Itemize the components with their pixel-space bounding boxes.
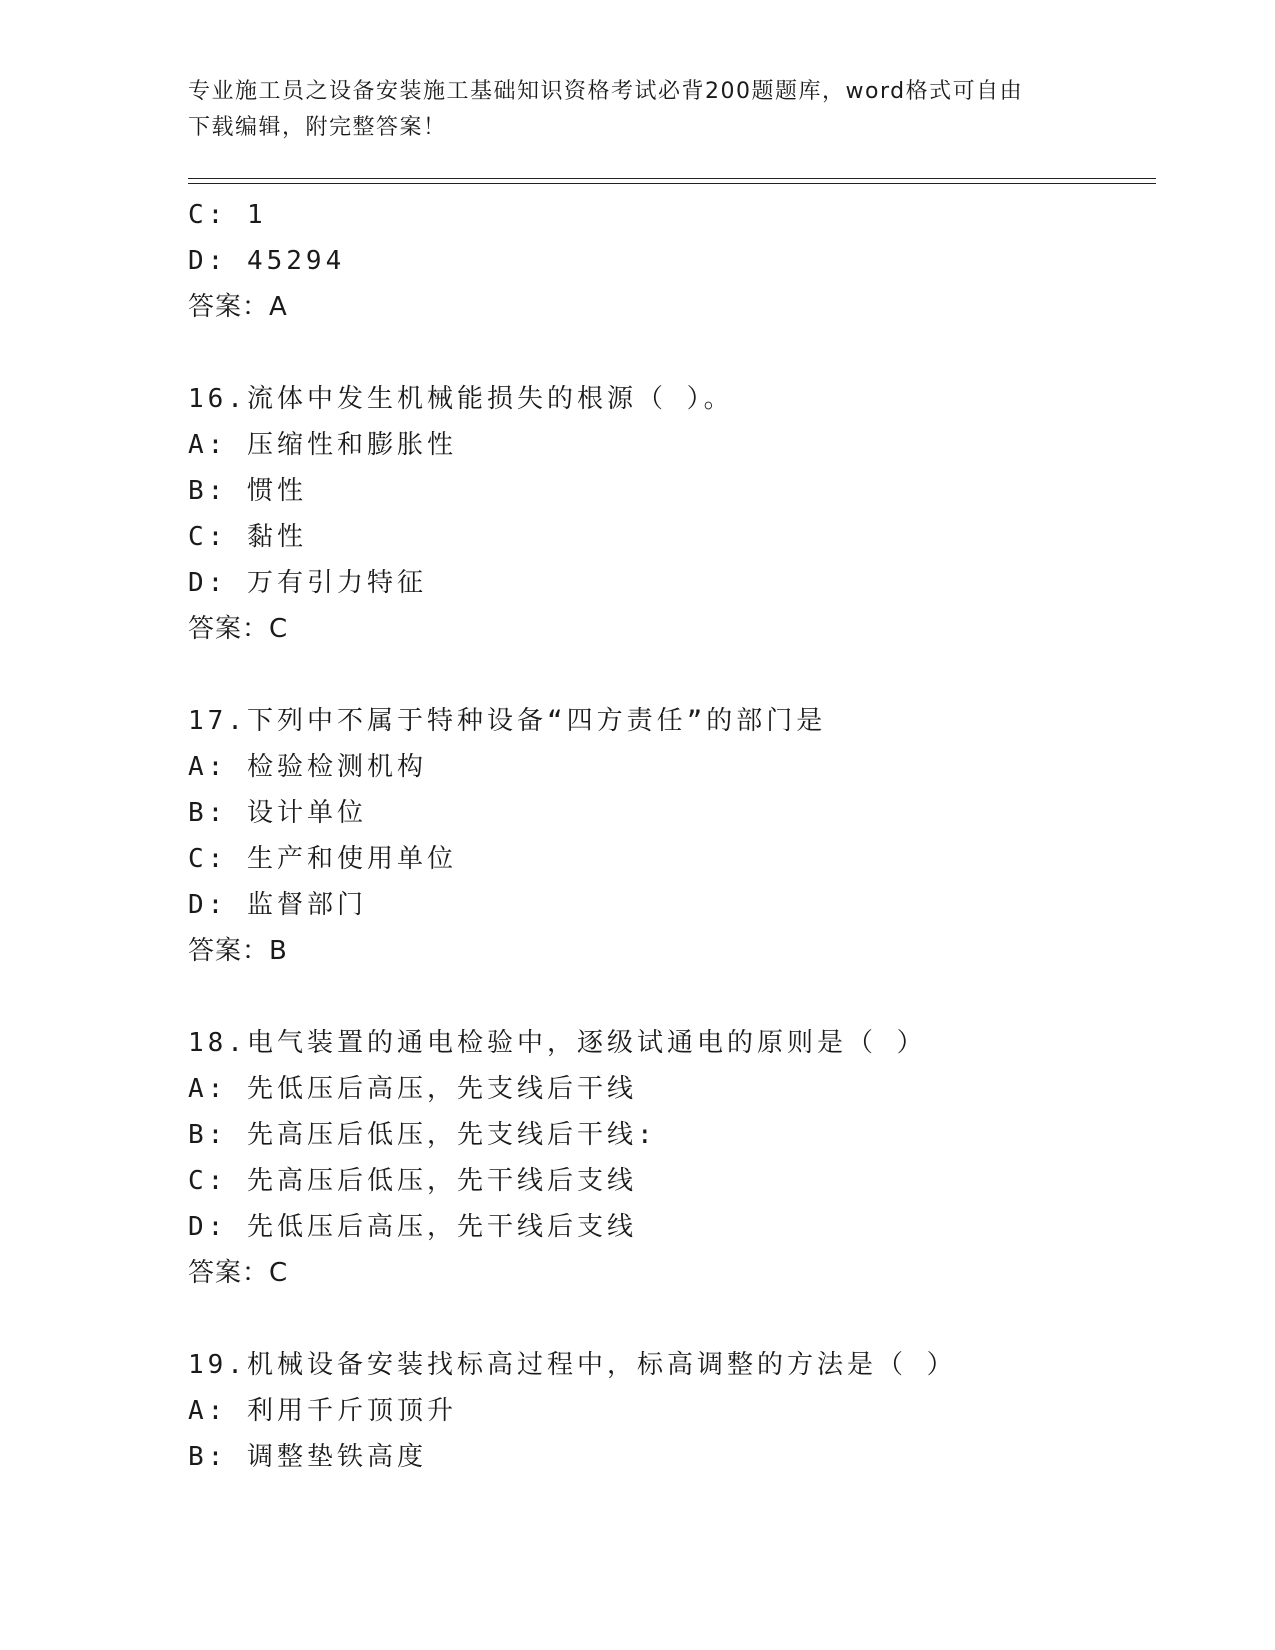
option-b: B: 调整垫铁高度 xyxy=(188,1442,427,1472)
question-stem: 18.电气装置的通电检验中，逐级试通电的原则是（ ） xyxy=(188,1028,927,1058)
answer-label: 答案：C xyxy=(188,614,289,644)
question-list xyxy=(188,192,1156,1480)
header-line-1: 专业施工员之设备安装施工基础知识资格考试必背200题题库，word格式可自由 xyxy=(188,79,1024,104)
option-d: D: 先低压后高压，先干线后支线 xyxy=(188,1212,637,1242)
option-b: B: 设计单位 xyxy=(188,798,367,828)
header-rule-bottom xyxy=(188,183,1156,184)
question-stem: 17.下列中不属于特种设备“四方责任”的部门是 xyxy=(188,706,827,736)
question-15-tail xyxy=(188,192,1156,330)
option-d: D: 万有引力特征 xyxy=(188,568,427,598)
answer-label: 答案：A xyxy=(188,292,288,322)
spacer xyxy=(188,652,1156,698)
question-stem: 19.机械设备安装找标高过程中，标高调整的方法是（ ） xyxy=(188,1350,957,1380)
answer-label: 答案：C xyxy=(188,1258,289,1288)
option-b: B: 惯性 xyxy=(188,476,307,506)
option-a: A: 利用千斤顶顶升 xyxy=(188,1396,457,1426)
option-d: D: 监督部门 xyxy=(188,890,367,920)
option-c: C: 先高压后低压，先干线后支线 xyxy=(188,1166,637,1196)
option-c: C: 黏性 xyxy=(188,522,307,552)
question-17 xyxy=(188,698,1156,974)
option-b: B: 先高压后低压，先支线后干线: xyxy=(188,1120,657,1150)
option-a: A: 先低压后高压，先支线后干线 xyxy=(188,1074,637,1104)
spacer xyxy=(188,974,1156,1020)
spacer xyxy=(188,1296,1156,1342)
question-19 xyxy=(188,1342,1156,1480)
spacer xyxy=(188,330,1156,376)
option-d: D: 45294 xyxy=(188,246,346,276)
header-line-2: 下载编辑，附完整答案！ xyxy=(188,115,447,140)
option-a: A: 检验检测机构 xyxy=(188,752,427,782)
question-stem: 16.流体中发生机械能损失的根源（ ）。 xyxy=(188,384,734,414)
answer-label: 答案：B xyxy=(188,936,288,966)
option-c: C: 生产和使用单位 xyxy=(188,844,457,874)
option-a: A: 压缩性和膨胀性 xyxy=(188,430,457,460)
question-18 xyxy=(188,1020,1156,1296)
header-rule-top xyxy=(188,178,1156,179)
document-header xyxy=(188,74,1068,146)
question-16 xyxy=(188,376,1156,652)
option-c: C: 1 xyxy=(188,200,267,230)
